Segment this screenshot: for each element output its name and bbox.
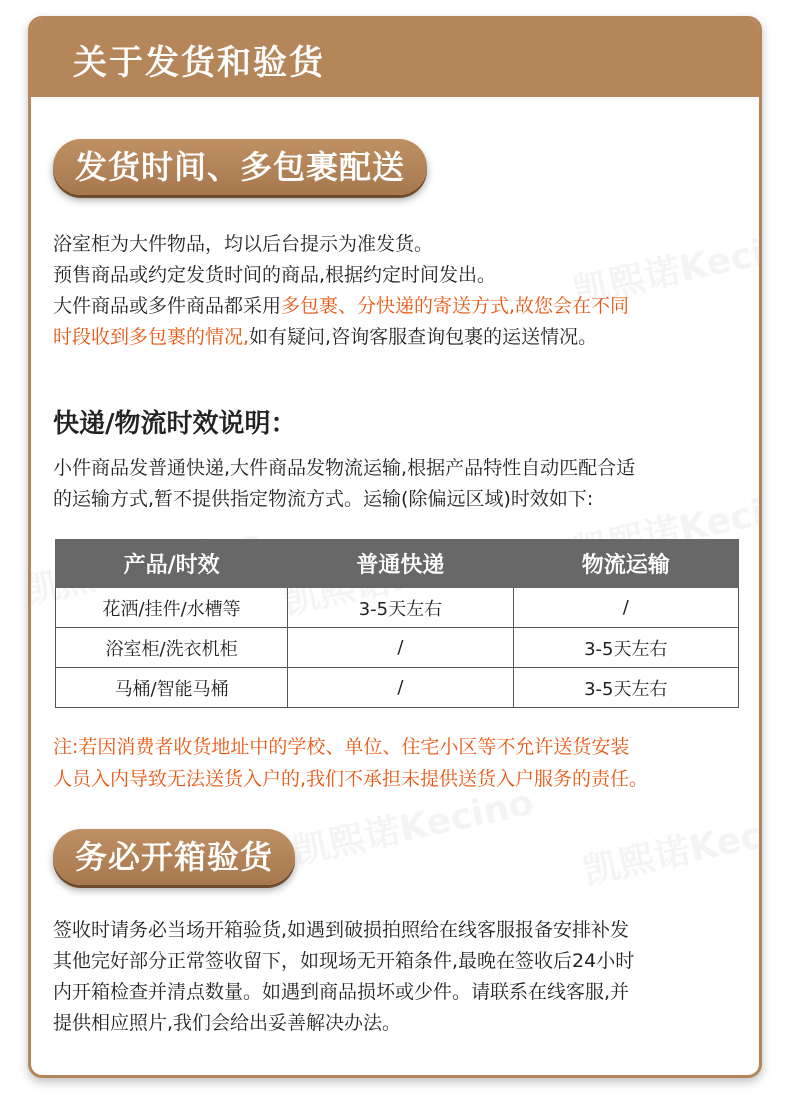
table-header-cell: 普通快递 (288, 540, 513, 588)
text-line: 预售商品或约定发货时间的商品,根据约定时间发出。 (53, 264, 497, 286)
table-cell: 3-5天左右 (288, 588, 513, 628)
table-cell: 3-5天左右 (513, 668, 738, 708)
watermark-logo (578, 794, 762, 895)
table-cell: / (288, 628, 513, 668)
text-segment: 如有疑问,咨询客服查询包裹的运送情况。 (249, 326, 598, 348)
table-cell: / (513, 588, 738, 628)
highlight-text: 时段收到多包裹的情况, (53, 326, 250, 348)
shipping-info-card (28, 16, 762, 1078)
table-cell: / (288, 668, 513, 708)
card-header (31, 19, 759, 97)
note-line: 人员入内导致无法送货入户的,我们不承担未提供送货入户服务的责任。 (53, 768, 649, 790)
table-row (56, 628, 739, 668)
delivery-time-table (55, 539, 739, 708)
table-header-cell: 物流运输 (513, 540, 738, 588)
delivery-timeliness-heading: 快递/物流时效说明： (53, 409, 297, 439)
table-header-cell: 产品/时效 (56, 540, 288, 588)
delivery-timeliness-text (53, 453, 747, 515)
table-cell: 马桶/智能马桶 (56, 668, 288, 708)
inspect-goods-text (53, 915, 747, 1039)
section-pill-inspect-goods: 务必开箱验货 (53, 829, 295, 885)
text-line: 的运输方式,暂不提供指定物流方式。运输(除偏远区域)时效如下: (53, 488, 594, 510)
note-line: 注:若因消费者收货地址中的学校、单位、住宅小区等不允许送货安装 (53, 736, 630, 758)
text-line: 提供相应照片,我们会给出妥善解决办法。 (53, 1012, 402, 1034)
table-header-row (56, 540, 739, 588)
shipping-time-text (53, 229, 747, 353)
delivery-disclaimer-note (53, 731, 753, 795)
table-row (56, 668, 739, 708)
text-line: 小件商品发普通快递,大件商品发物流运输,根据产品特性自动匹配合适 (53, 457, 636, 479)
text-segment: 大件商品或多件商品都采用 (53, 295, 282, 317)
table-cell: 花洒/挂件/水槽等 (56, 588, 288, 628)
section-pill-shipping-time: 发货时间、多包裹配送 (53, 139, 427, 195)
text-line: 其他完好部分正常签收留下，如现场无开箱条件,最晚在签收后24小时 (53, 950, 635, 972)
table-cell: 浴室柜/洗衣机柜 (56, 628, 288, 668)
text-line: 浴室柜为大件物品，均以后台提示为准发货。 (53, 233, 434, 255)
text-line (53, 291, 747, 322)
highlight-text: 多包裹、分快递的寄送方式,故您会在不同 (281, 295, 630, 317)
page-title: 关于发货和验货 (73, 43, 325, 83)
text-line: 内开箱检查并清点数量。如遇到商品损坏或少件。请联系在线客服,并 (53, 981, 630, 1003)
table-cell: 3-5天左右 (513, 628, 738, 668)
text-line (53, 322, 747, 353)
text-line: 签收时请务必当场开箱验货,如遇到破损拍照给在线客服报备安排补发 (53, 919, 630, 941)
table-row (56, 588, 739, 628)
